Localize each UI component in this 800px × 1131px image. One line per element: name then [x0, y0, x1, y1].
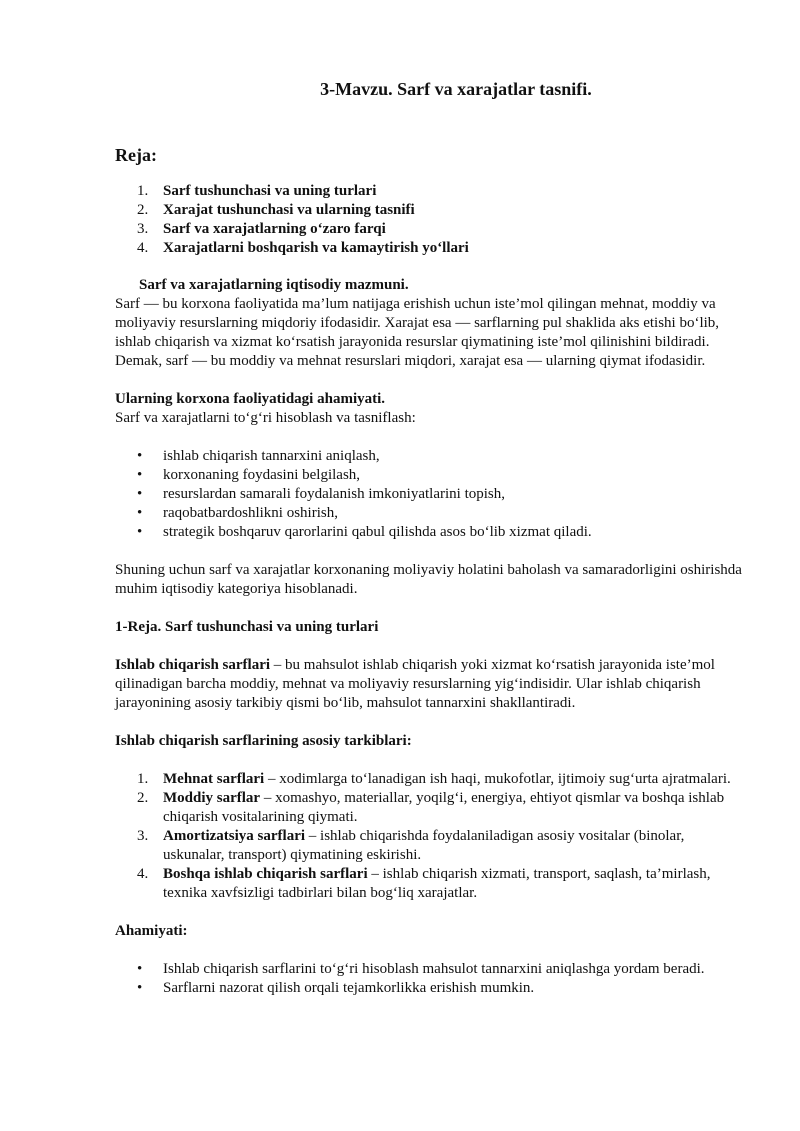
- document-title: 3-Mavzu. Sarf va xarajatlar tasnifi.: [320, 79, 592, 99]
- plan-item: [115, 182, 747, 201]
- bullet-icon: •: [137, 448, 143, 464]
- component-term: Amortizatsiya sarflari: [163, 828, 306, 844]
- component-number: 1.: [137, 771, 149, 787]
- components-list: [115, 770, 747, 903]
- component-term: Moddiy sarflar: [163, 790, 261, 806]
- bullet-item: [115, 979, 747, 998]
- bullet-text: raqobatbardoshlikni oshirish,: [163, 505, 338, 521]
- bullet-icon: •: [137, 467, 143, 483]
- bullet-icon: •: [137, 980, 143, 996]
- plan-item: [115, 239, 747, 258]
- bullet-text: korxonaning foydasini belgilash,: [163, 467, 361, 483]
- bullet-icon: •: [137, 505, 143, 521]
- bullet-icon: •: [137, 486, 143, 502]
- bullet-icon: •: [137, 524, 143, 540]
- component-item: [115, 827, 747, 865]
- conclusion-paragraph: Shuning uchun sarf va xarajatlar korxonaning moliyaviy holatini baholash va samaradorligini oshirishda muhim iqtisodiy kategoriya hisoblanadi.: [115, 562, 742, 597]
- plan-item-text: Sarf tushunchasi va uning turlari: [163, 183, 377, 199]
- economic-content-paragraph: Sarf — bu korxona faoliyatida ma’lum natijaga erishish uchun iste’mol qilingan mehnat, moddiy va moliyaviy resurslarning miqdoriy ifodasidir. Xarajat esa — sarflarning pul shaklida aks etishi bo‘lib, ishlab chiqarish va xizmat ko‘rsatish jarayonida resurslar qiymatining iste’mol qilinishini bildiradi. Demak, sarf — bu moddiy va mehnat resurslari miqdori, xarajat esa — ularning qiymat ifodasidir.: [115, 296, 720, 369]
- bullet-text: strategik boshqaruv qarorlarini qabul qilishda asos bo‘lib xizmat qiladi.: [163, 524, 592, 540]
- bullet-item: [115, 447, 747, 466]
- plan-list: [115, 182, 747, 258]
- significance-heading: Ahamiyati:: [115, 923, 188, 939]
- importance-intro: Sarf va xarajatlarni to‘g‘ri hisoblash va tasniflash:: [115, 410, 416, 426]
- bullet-icon: •: [137, 961, 143, 977]
- definition-term: Ishlab chiqarish sarflari: [115, 657, 271, 673]
- plan-item-text: Sarf va xarajatlarning o‘zaro farqi: [163, 221, 386, 237]
- bullet-item: [115, 523, 747, 542]
- section-heading-plan-1: 1-Reja. Sarf tushunchasi va uning turlari: [115, 619, 379, 635]
- plan-heading: Reja:: [115, 145, 157, 165]
- significance-bullet-list: [115, 960, 747, 998]
- economic-content-heading: Sarf va xarajatlarning iqtisodiy mazmuni.: [139, 277, 409, 293]
- bullet-text: Ishlab chiqarish sarflarini to‘g‘ri hisoblash mahsulot tannarxini aniqlashga yordam beradi.: [163, 961, 705, 977]
- plan-item: [115, 220, 747, 239]
- document-page: [115, 78, 747, 998]
- component-text: – xomashyo, materiallar, yoqilg‘i, energiya, ehtiyot qismlar va boshqa ishlab chiqarish vositalarining qiymati.: [163, 790, 725, 825]
- bullet-item: [115, 504, 747, 523]
- bullet-item: [115, 960, 747, 979]
- plan-item-number: 2.: [137, 202, 149, 218]
- components-heading: Ishlab chiqarish sarflarining asosiy tarkiblari:: [115, 733, 412, 749]
- component-term: Boshqa ishlab chiqarish sarflari: [163, 866, 368, 882]
- plan-item: [115, 201, 747, 220]
- bullet-text: resurslardan samarali foydalanish imkoniyatlarini topish,: [163, 486, 505, 502]
- bullet-item: [115, 466, 747, 485]
- component-item: [115, 770, 747, 789]
- plan-item-text: Xarajat tushunchasi va ularning tasnifi: [163, 202, 415, 218]
- definition-text: – bu mahsulot ishlab chiqarish yoki xizmat ko‘rsatish jarayonida iste’mol qilinadigan barcha moddiy, mehnat va moliyaviy resurslarning yig‘indisidir. Ular ishlab chiqarish jarayonining asosiy tarkibiy qismi bo‘lib, mahsulot tannarxini shakllantiradi.: [115, 657, 715, 711]
- component-text: – ishlab chiqarishda foydalaniladigan asosiy vositalar (binolar, uskunalar, transport) qiymatining eskirishi.: [163, 828, 685, 863]
- bullet-item: [115, 485, 747, 504]
- component-item: [115, 789, 747, 827]
- component-number: 4.: [137, 866, 149, 882]
- plan-item-number: 1.: [137, 183, 149, 199]
- component-number: 3.: [137, 828, 149, 844]
- component-text: – ishlab chiqarish xizmati, transport, saqlash, ta’mirlash, texnika xavfsizligi tadbirlari bilan bog‘liq xarajatlar.: [163, 866, 711, 901]
- bullet-text: ishlab chiqarish tannarxini aniqlash,: [163, 448, 380, 464]
- importance-bullet-list: [115, 447, 747, 542]
- definition-paragraph: [115, 656, 747, 713]
- component-item: [115, 865, 747, 903]
- component-number: 2.: [137, 790, 149, 806]
- plan-item-number: 4.: [137, 240, 149, 256]
- component-term: Mehnat sarflari: [163, 771, 265, 787]
- plan-item-text: Xarajatlarni boshqarish va kamaytirish yo‘llari: [163, 240, 469, 256]
- component-text: – xodimlarga to‘lanadigan ish haqi, mukofotlar, ijtimoiy sug‘urta ajratmalari.: [264, 771, 731, 787]
- importance-in-enterprise-heading: Ularning korxona faoliyatidagi ahamiyati.: [115, 391, 386, 407]
- plan-item-number: 3.: [137, 221, 149, 237]
- bullet-text: Sarflarni nazorat qilish orqali tejamkorlikka erishish mumkin.: [163, 980, 535, 996]
